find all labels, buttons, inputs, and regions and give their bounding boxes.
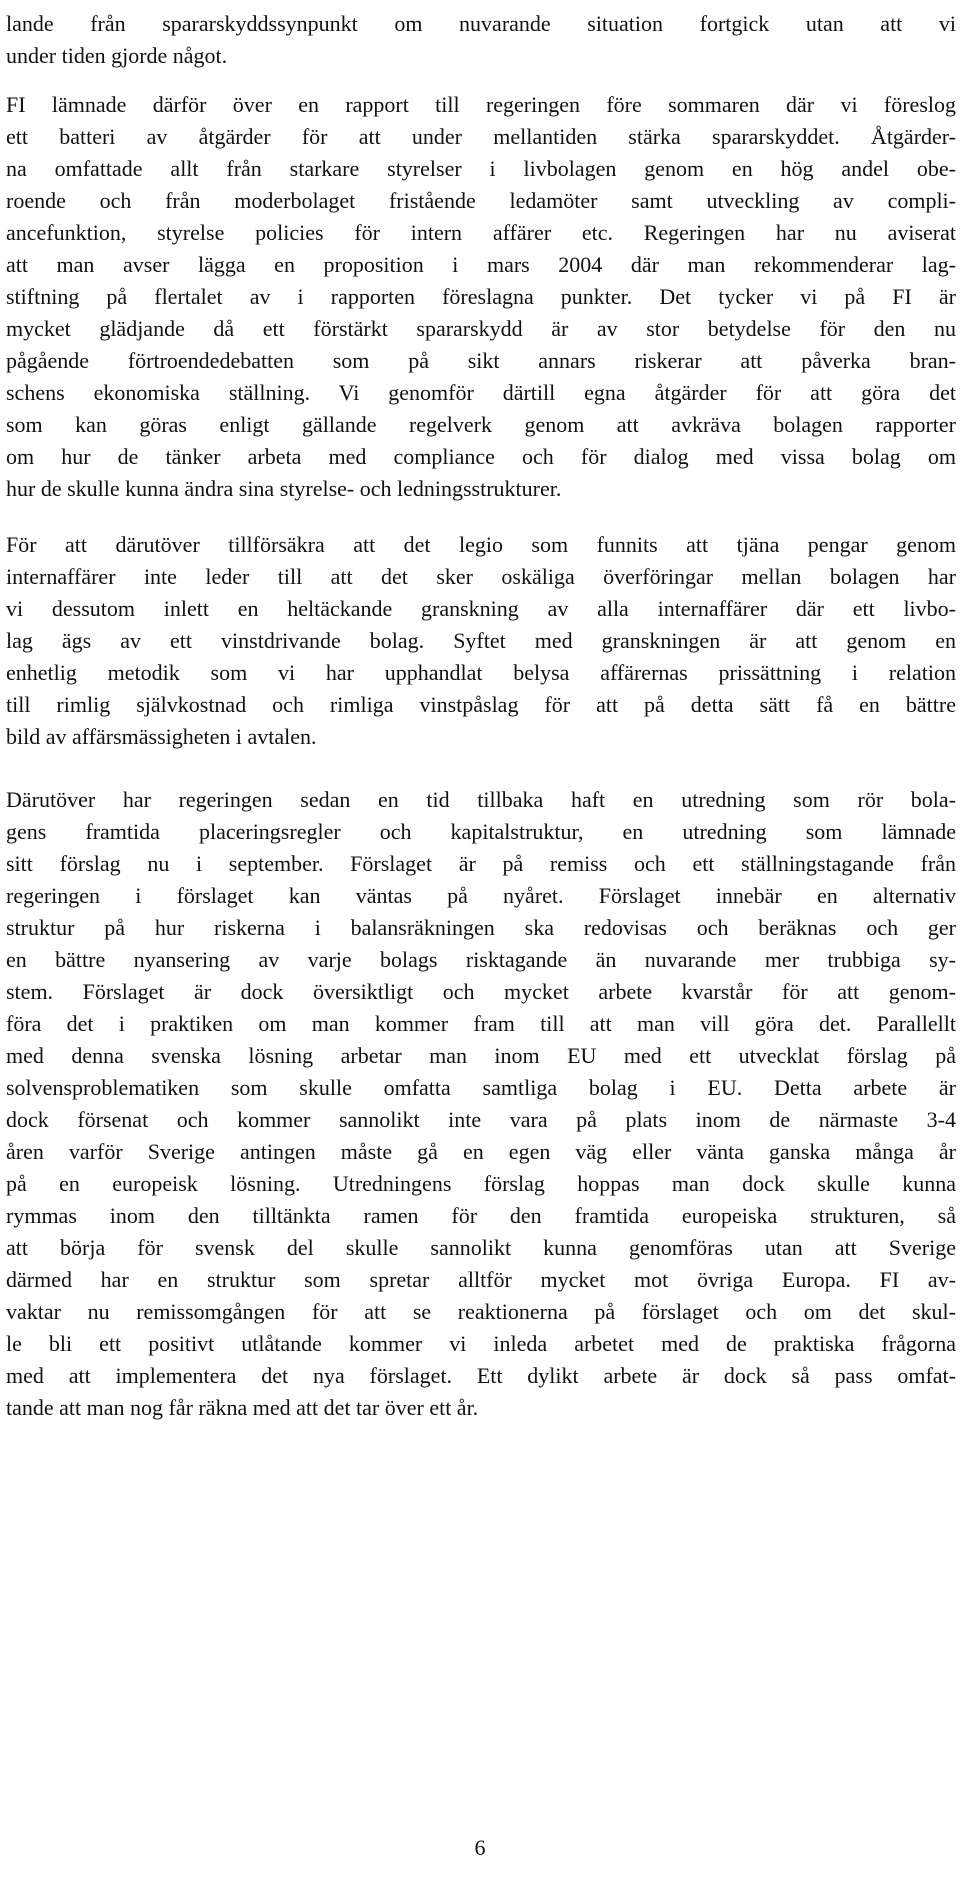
paragraph-line: roende och från moderbolaget fristående ledamöter samt utveckling av compli- — [6, 188, 956, 213]
paragraph-line: dock försenat och kommer sannolikt inte vara på plats inom de närmaste 3-4 — [6, 1107, 956, 1132]
paragraph-line: sitt förslag nu i september. Förslaget är på remiss och ett ställningstagande från — [6, 851, 956, 876]
paragraph-line: stiftning på flertalet av i rapporten föreslagna punkter. Det tycker vi på FI är — [6, 284, 956, 309]
paragraph-3 — [6, 529, 956, 753]
paragraph-line: med att implementera det nya förslaget. Ett dylikt arbete är dock så pass omfat- — [6, 1363, 956, 1388]
paragraph-line: på en europeisk lösning. Utredningens förslag hoppas man dock skulle kunna — [6, 1171, 956, 1196]
paragraph-line: vi dessutom inlett en heltäckande granskning av alla internaffärer där ett livbo- — [6, 596, 956, 621]
paragraph-line: att börja för svensk del skulle sannolikt kunna genomföras utan att Sverige — [6, 1235, 956, 1260]
paragraph-line: med denna svenska lösning arbetar man inom EU med ett utvecklat förslag på — [6, 1043, 956, 1068]
paragraph-line: regeringen i förslaget kan väntas på nyåret. Förslaget innebär en alternativ — [6, 883, 956, 908]
paragraph-line: tande att man nog får räkna med att det tar över ett år. — [6, 1395, 479, 1420]
paragraph-line: internaffärer inte leder till att det sker oskäliga överföringar mellan bolagen har — [6, 564, 956, 589]
paragraph-line: föra det i praktiken om man kommer fram till att man vill göra det. Parallellt — [6, 1011, 956, 1036]
paragraph-line: under tiden gjorde något. — [6, 43, 228, 68]
paragraph-line: struktur på hur riskerna i balansräkningen ska redovisas och beräknas och ger — [6, 915, 956, 940]
paragraph-2 — [6, 89, 956, 505]
page-number: 6 — [474, 1835, 486, 1860]
paragraph-line: le bli ett positivt utlåtande kommer vi inleda arbetet med de praktiska frågorna — [6, 1331, 956, 1356]
paragraph-line: Därutöver har regeringen sedan en tid tillbaka haft en utredning som rör bola- — [6, 787, 956, 812]
paragraph-line: om hur de tänker arbeta med compliance och för dialog med vissa bolag om — [6, 444, 956, 469]
paragraph-line: stem. Förslaget är dock översiktligt och mycket arbete kvarstår för att genom- — [6, 979, 956, 1004]
paragraph-line: ett batteri av åtgärder för att under mellantiden stärka spararskyddet. Åtgärder- — [6, 124, 956, 149]
paragraph-line: schens ekonomiska ställning. Vi genomför därtill egna åtgärder för att göra det — [6, 380, 956, 405]
paragraph-line: rymmas inom den tilltänkta ramen för den framtida europeiska strukturen, så — [6, 1203, 956, 1228]
paragraph-line: pågående förtroendedebatten som på sikt annars riskerar att påverka bran- — [6, 348, 956, 373]
paragraph-line: åren varför Sverige antingen måste gå en egen väg eller vänta ganska många år — [6, 1139, 956, 1164]
paragraph-line: hur de skulle kunna ändra sina styrelse- och ledningsstrukturer. — [6, 476, 562, 501]
paragraph-line: na omfattade allt från starkare styrelser i livbolagen genom en hög andel obe- — [6, 156, 956, 181]
paragraph-line: bild av affärsmässigheten i avtalen. — [6, 724, 317, 749]
paragraph-line: För att därutöver tillförsäkra att det legio som funnits att tjäna pengar genom — [6, 532, 956, 557]
paragraph-line: till rimlig självkostnad och rimliga vinstpåslag för att på detta sätt få en bättre — [6, 692, 956, 717]
paragraph-line: gens framtida placeringsregler och kapitalstruktur, en utredning som lämnade — [6, 819, 956, 844]
paragraph-1 — [6, 8, 956, 72]
paragraph-line: en bättre nyansering av varje bolags risktagande än nuvarande mer trubbiga sy- — [6, 947, 956, 972]
paragraph-line: lag ägs av ett vinstdrivande bolag. Syftet med granskningen är att genom en — [6, 628, 956, 653]
paragraph-line: att man avser lägga en proposition i mars 2004 där man rekommenderar lag- — [6, 252, 956, 277]
paragraph-4 — [6, 784, 956, 1424]
paragraph-line: lande från spararskyddssynpunkt om nuvarande situation fortgick utan att vi — [6, 11, 956, 36]
paragraph-line: som kan göras enligt gällande regelverk genom att avkräva bolagen rapporter — [6, 412, 956, 437]
paragraph-line: därmed har en struktur som spretar alltför mycket mot övriga Europa. FI av- — [6, 1267, 956, 1292]
paragraph-line: ancefunktion, styrelse policies för intern affärer etc. Regeringen har nu aviserat — [6, 220, 956, 245]
paragraph-line: solvensproblematiken som skulle omfatta samtliga bolag i EU. Detta arbete är — [6, 1075, 956, 1100]
paragraph-line: FI lämnade därför över en rapport till regeringen före sommaren där vi föreslog — [6, 92, 956, 117]
paragraph-line: enhetlig metodik som vi har upphandlat belysa affärernas prissättning i relation — [6, 660, 956, 685]
paragraph-line: vaktar nu remissomgången för att se reaktionerna på förslaget och om det skul- — [6, 1299, 956, 1324]
paragraph-line: mycket glädjande då ett förstärkt spararskydd är av stor betydelse för den nu — [6, 316, 956, 341]
